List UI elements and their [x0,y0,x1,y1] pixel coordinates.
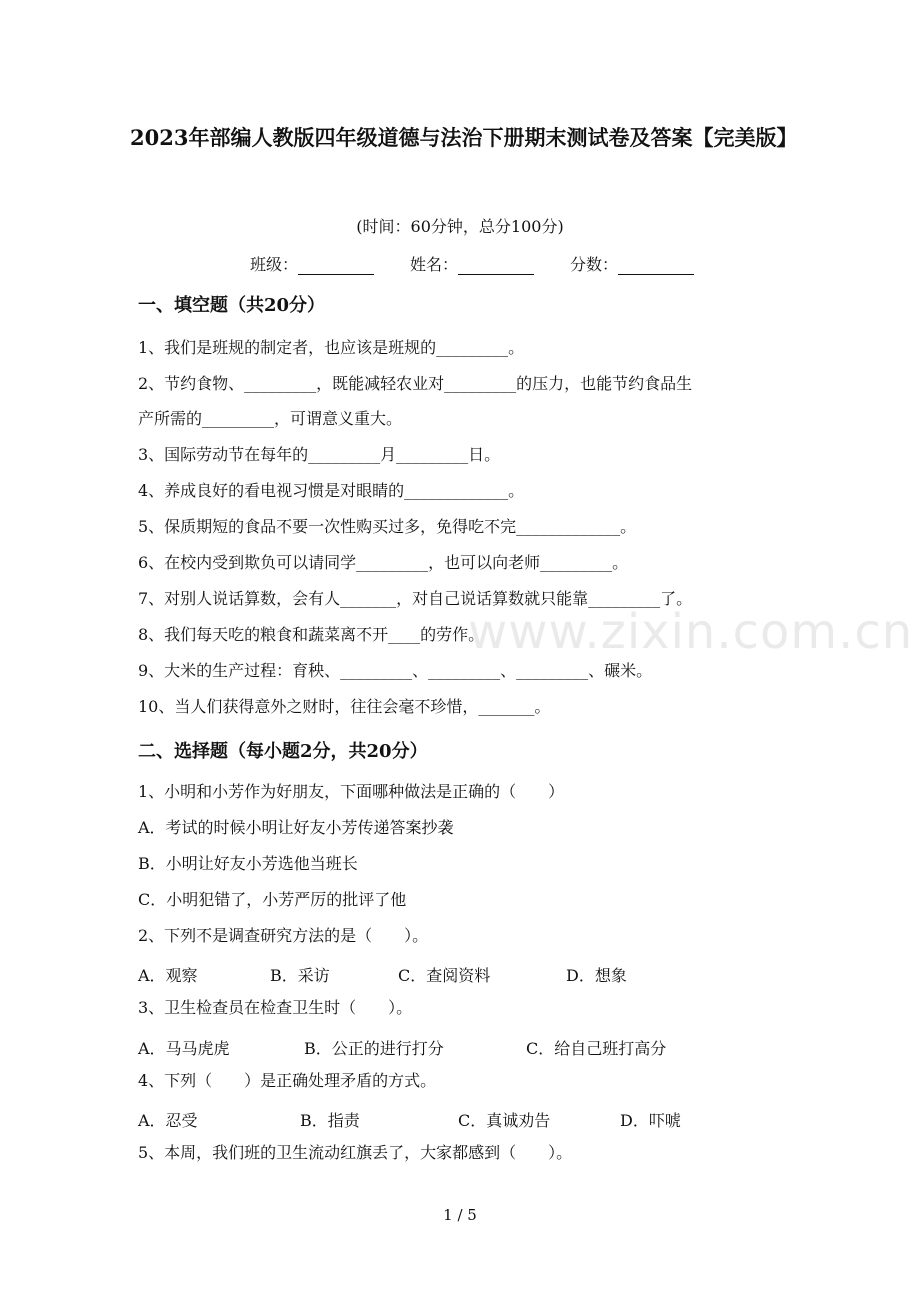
fill-question-4: 4、养成良好的看电视习惯是对眼睛的_____________。 [138,481,525,500]
page-number: 1 / 5 [443,1206,477,1224]
fill-question-2-line2: 产所需的_________，可谓意义重大。 [138,409,403,428]
choice-question-1-option-a: A．考试的时候小明让好友小芳传递答案抄袭 [138,818,454,837]
fill-question-8: 8、我们每天吃的粮食和蔬菜离不开____的劳作。 [138,625,485,644]
q4-option-c: C．真诚劝告 [458,1111,551,1130]
fill-question-2-line1: 2、节约食物、_________，既能减轻农业对_________的压力，也能节约食品生 [138,374,693,393]
q3-option-c: C．给自己班打高分 [526,1039,667,1058]
q2-option-c: C．查阅资料 [398,966,491,985]
section1-heading: 一、填空题（共20分） [138,295,326,316]
choice-question-1: 1、小明和小芳作为好朋友，下面哪种做法是正确的（ ） [138,782,565,801]
class-label: 班级： [250,255,299,274]
q4-option-b: B．指责 [300,1111,360,1130]
document-title: 2023年部编人教版四年级道德与法治下册期末测试卷及答案【完美版】 [130,125,798,150]
watermark: www.zixin.com.cn [468,604,914,660]
choice-question-5: 5、本周，我们班的卫生流动红旗丢了，大家都感到（ ）。 [138,1143,573,1162]
fill-question-9: 9、大米的生产过程：育秧、_________、_________、_________、碾米。 [138,661,653,680]
q4-option-d: D．吓唬 [620,1111,681,1130]
fill-question-5: 5、保质期短的食品不要一次性购买过多，免得吃不完_____________。 [138,517,637,536]
score-blank [618,256,694,275]
class-field [250,252,374,275]
name-field [410,252,534,275]
fill-question-10: 10、当人们获得意外之财时，往往会毫不珍惜，_______。 [138,697,551,716]
name-label: 姓名： [410,255,459,274]
fill-question-6: 6、在校内受到欺负可以请同学_________，也可以向老师_________。 [138,553,629,572]
choice-question-1-option-c: C．小明犯错了，小芳严厉的批评了他 [138,890,407,909]
choice-question-3: 3、卫生检查员在检查卫生时（ ）。 [138,998,413,1017]
section2-heading: 二、选择题（每小题2分，共20分） [138,741,428,762]
fill-question-7: 7、对别人说话算数，会有人_______，对自己说话算数就只能靠_________了。 [138,589,693,608]
name-blank [458,256,534,275]
exam-subtitle: (时间：60分钟，总分100分) [356,217,564,236]
q2-option-b: B．采访 [270,966,330,985]
q2-option-a: A．观察 [138,966,198,985]
fill-question-1: 1、我们是班规的制定者，也应该是班规的_________。 [138,338,525,357]
choice-question-4: 4、下列（ ）是正确处理矛盾的方式。 [138,1071,437,1090]
score-field [570,252,694,275]
q4-option-a: A．忍受 [138,1111,198,1130]
class-blank [298,256,374,275]
choice-question-1-option-b: B．小明让好友小芳选他当班长 [138,854,358,873]
student-info-row [250,252,694,275]
fill-question-3: 3、国际劳动节在每年的_________月_________日。 [138,445,501,464]
choice-question-2: 2、下列不是调查研究方法的是（ ）。 [138,926,429,945]
score-label: 分数： [570,255,619,274]
q3-option-b: B．公正的进行打分 [304,1039,444,1058]
q2-option-d: D．想象 [566,966,627,985]
q3-option-a: A．马马虎虎 [138,1039,230,1058]
